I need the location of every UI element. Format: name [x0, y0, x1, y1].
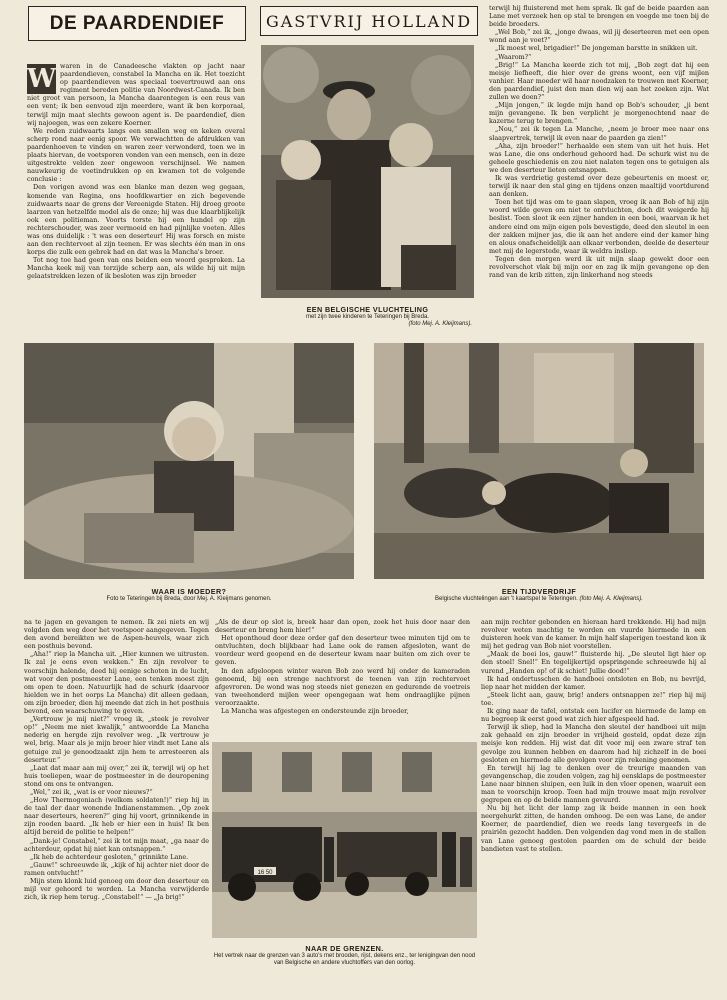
paragraph: „Ik heb de achterdeur gesloten,“ grinnikte Lane.: [30, 852, 189, 861]
paragraph: Ik was verdrietig gestemd over deze gebeurtenis en moest er, terwijl ik naar den stal ging en tijdens onzen maaltijd voortdurend aan denken.: [489, 173, 709, 199]
caption-left: [24, 587, 354, 603]
story-column-bottom-1: [24, 618, 209, 980]
caption-bottom: [212, 944, 477, 968]
story-title: DE PAARDENDIEF: [49, 12, 225, 34]
paragraph: Tot nog toe had geen van ons beiden een woord gesproken. La Mancha keek mij van terzijde scherp aan, als wilde hij uit mijn gelaatstrekken lezen of ik besloten was zijn broeder: [27, 256, 245, 281]
story-column-1: [27, 62, 245, 334]
paragraph: „Mijn jongen,“ ik legde mijn hand op Bob's schouder, „ji bent mijn gevangene. Ik ben verplicht je morgenochtend naar de kazerne terug te brengen.“: [489, 101, 709, 126]
paragraph: „Brig!“ La Mancha keerde zich tot mij, „Bob zegt dat hij een meisje liefheeft, die hier over de grens woont, een vijf mijlen vanhier. Haar moeder wil haar noodzaken te trouwen met Koerner, den paardendief, juist den man dien wij aan het zoeken zijn. Wat zullen we doen?“: [489, 60, 709, 102]
photo-belgian-refugee: [261, 45, 474, 298]
photo-credit: (foto Mej. A. Kleijmans).: [408, 321, 472, 328]
caption-top: [261, 305, 474, 329]
caption-text: Belgische vluchtelingen aan 't kaartspel te Teteringen.: [435, 596, 578, 602]
paragraph: „Laat dat maar aan mij over,“ zei ik, terwijl wij op het huis toeliepen, waar de postmeester in de deuropening stond om ons te ontvangen.: [24, 763, 209, 788]
paragraph: En terwijl hij lag te denken over de treurige maanden van gevangenschap, die zouden volgen, zag hij eensklaps de postmeester Lane naar binnen sluipen, een luik in den vloer openen, waaruit een man te voorschijn kroop. Toen had mijn trouwe maat mijn revolver gegrepen en op de beide mannen gevuurd.: [481, 763, 706, 805]
paragraph: Nu bij het licht der lamp zag ik beide mannen in een hoek neergehurkt zitten, de handen omhoog. De een was Lane, de ander Koerner, de paardendief, dien we reeds lang tevergeefs in de prairiën gezocht hadden. Den volgenden dag vond men in de stallen van Lane genoeg gestolen paarden om de schuld der beide bandieten vast te stellen.: [481, 804, 706, 853]
dropcap: W: [27, 64, 57, 94]
story-column-bottom-2: [215, 618, 470, 738]
paragraph: „Aha, zijn broeder!“ herhaalde een stem van uit het huis. Het was Lane, die ons onderhoud gehoord had. De schurk wist nu de geheele geschiedenis en zou niet nalaten tegen ons te getuigen als we den deserteur lieten ontsnappen.: [489, 141, 709, 174]
caption-text: Het vertrek naar de grenzen van 3 auto's met brooden, rijst, dekens enz., ter lenigingvan den nood van Belgische en andere vluchtoffers van den oorlog.: [213, 953, 476, 967]
paragraph: „Wel,“ zei ik, „wat is er voor nieuws?“: [30, 787, 153, 796]
paragraph: Ik ging naar de tafel, ontstak een lucifer en hiermede de lamp en nu begreep ik eerst goed wat zich hier afgespeeld had.: [481, 707, 706, 724]
caption-text: met zijn twee kinderen te Teteringen bij Breda.: [306, 314, 429, 320]
paragraph: La Mancha was afgestegen en ondersteunde zijn broeder,: [221, 707, 409, 716]
paragraph: „Vertrouw je mij niet?“ vroeg ik, „steek je revolver op!“ „Neem me niet kwalijk,“ antwoordde La Mancha nederig en hergde zijn revolver weg. „Ik vertrouw je wel, brig. Maar als je mijn broer hier vindt met Lane als getuige zul je genoodzaakt zijn hem te arresteeren als deserteur.“: [24, 715, 209, 764]
caption-right: [374, 587, 704, 603]
paragraph: waren in de Canadeesche vlakten op jacht naar paardendieven, constabel la Mancha en ik. Het toezicht op paardendieven was speciaal toevertrouwd aan ons regiment bereden politie van Noordwest-Canada. Ik ben niet groot van persoon, la Mancha daarentegen is een reus van een vent; ik ben eenvoud zijn meerdere, want ik ben korporaal, terwijl mijn maat slechts gewoon agent is. De paardendief, dien wij najoegen, was een zekere Koerner.: [27, 62, 245, 127]
paragraph: „Als de deur op slot is, breek haar dan open, zoek het huis door naar den deserteur en breng hem hier!“: [215, 618, 470, 635]
paragraph: „Ik moest wel, brigadier!“ De jongeman barstte in snikken uit.: [495, 44, 698, 53]
license-plate: 16 50: [257, 870, 273, 876]
paragraph: „Maak de boei los, gauw!“ fluisterde hij. „De sleutel ligt hier op den stoel! Snel!“ En tegelijkertijd opspringende schreeuwde hij al vurend „Handen op! of ik schiet! Jullie dood!“: [481, 650, 706, 675]
paragraph: Terwijl ik sliep, had la Mancha den sleutel der handboei uit mijn zak gehaald en zijn broeder in vrijheid gesteld, opdat deze zijn meisje kon redden. Hij wist dat dit voor mij een zware straf ten gevolge zou kunnen hebben en daarom had hij zichzelf in de boei gesloten en hiermede alle gevolgen voor zijn rekening genomen.: [481, 723, 706, 764]
paragraph: na te jagen en gevangen te nemen. Ik zei niets en wij volgden den weg door het voetspoor aangegeven. Tegen den avond bereikten we de Aspen-heuvels, waar zich een posthuis bevond.: [24, 618, 209, 651]
caption-heading: EEN TIJDVERDRIJF: [501, 587, 577, 596]
paragraph: „How Thermogoniach (welkom soldaten!)“ riep hij in de taal der daar wonende Indianenstammen. „Op zoek naar deserteurs, heeren?“ ging hij voort, grinnikende in zijn rooden baard. „Ik heb er hier een in huis! Ik ben altijd bereid de politie te helpen!“: [24, 796, 209, 837]
paragraph: „Wel Bob,“ zei ik, „jonge dwaas, wil jij deserteeren met een open wond aan je voet?“: [489, 28, 709, 45]
paragraph: Den vorigen avond was een blanke man dezen weg gegaan, komende van Regina, ons hoofdkwartier en zich begevende zuidwaarts naar de grens der Vereenigde Staten. Hij droeg groote laarzen van hetzelfde model als de onze; hij was due klaarblijkelijk ook een politieman. Voorts torste hij een hundel op zijn rechterschouder, was zeer vermoeid en had pijnlijke voeten. Alles was ons duidelijk : 't was een deserteur! Hij was forsch en miste aan den rechtervoet al zijn teenen. Er was slechts één man in ons korps die zulk een gebrek had en dat was la Mancha's broer.: [27, 183, 245, 257]
caption-heading: EEN BELGISCHE VLUCHTELING: [306, 305, 429, 314]
paragraph: „Dank-je! Constabel,“ zei ik tot mijn maat, „ga naar de achterdeur, opdat hij niet kan ontsnappen.“: [24, 836, 209, 853]
paragraph: „Nou,“ zei ik tegen La Manche, „neem je broer mee naar ons slaapvertrek, terwijl ik even naar de paarden ga zien!“: [489, 125, 709, 142]
paragraph: Toen het tijd was om te gaan slapen, vroeg ik aan Bob of hij zijn woord wilde geven om niet te ontvluchten, doch dit weigerde hij beslist. Toen sloot ik een zijner handen in een boei, waarvan ik het andere eind om mijn eigen pols bevestigde, deed den sleutel in een der zakken mijner jas, die ik aan het andere eind der kamer hing en alous onafscheidelijk aan elkaar verbonden, deelde de deserteur met mij de legerstede, waar ik weldra insliep.: [489, 198, 709, 255]
paragraph: We reden zuidwaarts langs een smallen weg en keken overal scherp rond naar eenig spoor. We verwachtten de afdrukken van paardenhoeven te vinden en waren zeer verwonderd, toen we in plaats hiervan, de voetsporen vonden van een mensch, een in deze uitgestrekte velden zeer ongewoon verschijnsel. We namen nauwkeurig de voetindrukken op en kwamen tot de volgende conclusie :: [27, 126, 245, 184]
paragraph: „Gauw!“ schreeuwde ik, „kijk of hij achter niet door de ramen ontvlucht!“: [24, 860, 209, 877]
paragraph: „Waarom?“: [495, 52, 532, 61]
paragraph: Tegen den morgen werd ik uit mijn slaap gewekt door een revolverschot vlak bij mijn oor en zag ik mijn gevangene op den rand van de krib zitten, zijn linkerhand nog steeds: [489, 254, 709, 280]
paragraph: Het oponthoud door deze order gaf den deserteur twee minuten tijd om te ontvluchten, doch blijkbaar had Lane ook de ramen afgesloten, want de voordeur werd geopend en de deserteur kwam naar buiten om zich over te geven.: [215, 634, 470, 667]
paragraph: „Steek licht aan, gauw, brig! anders ontsnappen ze!“ riep hij mij toe.: [481, 690, 706, 707]
photo-where-is-mother: [24, 343, 354, 579]
paragraph: terwijl hij fluisterend met hem sprak. Ik gaf de beide paarden aan Lane met verzoek hen op stal te brengen en voegde me toen bij de beide broeders.: [489, 4, 709, 29]
photo-to-the-borders: [212, 742, 477, 938]
caption-text: Foto te Teteringen bij Breda, door Mej. A. Kleijmans genomen.: [106, 596, 272, 602]
photo-credit: (foto Mej. A. Kleijmans).: [579, 596, 643, 602]
paragraph: aan mijn rechter gebonden en hieraan hard trekkende. Hij had mijn revolver weten machtig te worden en vuurde hiermede in een duisteren hoek van de kamer. In mijn half slaperigen toestand kon ik mij het gedrag van Bob niet voorstellen.: [481, 618, 706, 651]
photo-pastime: [374, 343, 704, 579]
section-title-box: [260, 6, 478, 36]
story-title-box: [28, 6, 246, 41]
section-title: GASTVRIJ HOLLAND: [265, 11, 473, 31]
caption-heading: NAAR DE GRENZEN.: [305, 944, 384, 953]
paragraph: „Aha!“ riep la Mancha uit. „Hier kunnen we uitrusten. Ik zal je eens even wekken.“ En zijn revolver te voorschijn halende, deed hij eenige schoten in de lucht, wat voor den postmeester Lane, een tenken moest zijn om open te doen. Natuurlijk had de schurk (daarvoor hielden we in het oorps La Mancha) dit alleen gedaan, om zijn broeder, dien hij meende dat zich in het posthuis bevond, een waarschuwing te geven.: [24, 650, 209, 716]
paragraph: In den afgeloopen winter waren Bob zoo werd hij onder de kameraden genoemd, bij een strenge nachtvorst de teenen van zijn rechtervoet afgevroren. De wond was nog steeds niet genezen en gedurende de voetreis van tweehonderd mijlen weer opengegaan wat hem ondraaglijke pijnen veroorzaakte.: [215, 666, 470, 707]
story-column-3: [489, 4, 709, 330]
caption-heading: WAAR IS MOEDER?: [151, 587, 227, 596]
paragraph: Mijn stem klonk luid genoeg om door den deserteur en mijl ver gehoord te worden. La Mancha verwijderde zich, ik riep hem terug. „Constabel!“ — „Ja brig!“: [24, 877, 209, 902]
paragraph: Ik had ondertusschen de handboei ontsloten en Bob, nu bevrijd, liep naar het midden der kamer.: [481, 674, 706, 691]
story-column-bottom-3: [481, 618, 706, 980]
